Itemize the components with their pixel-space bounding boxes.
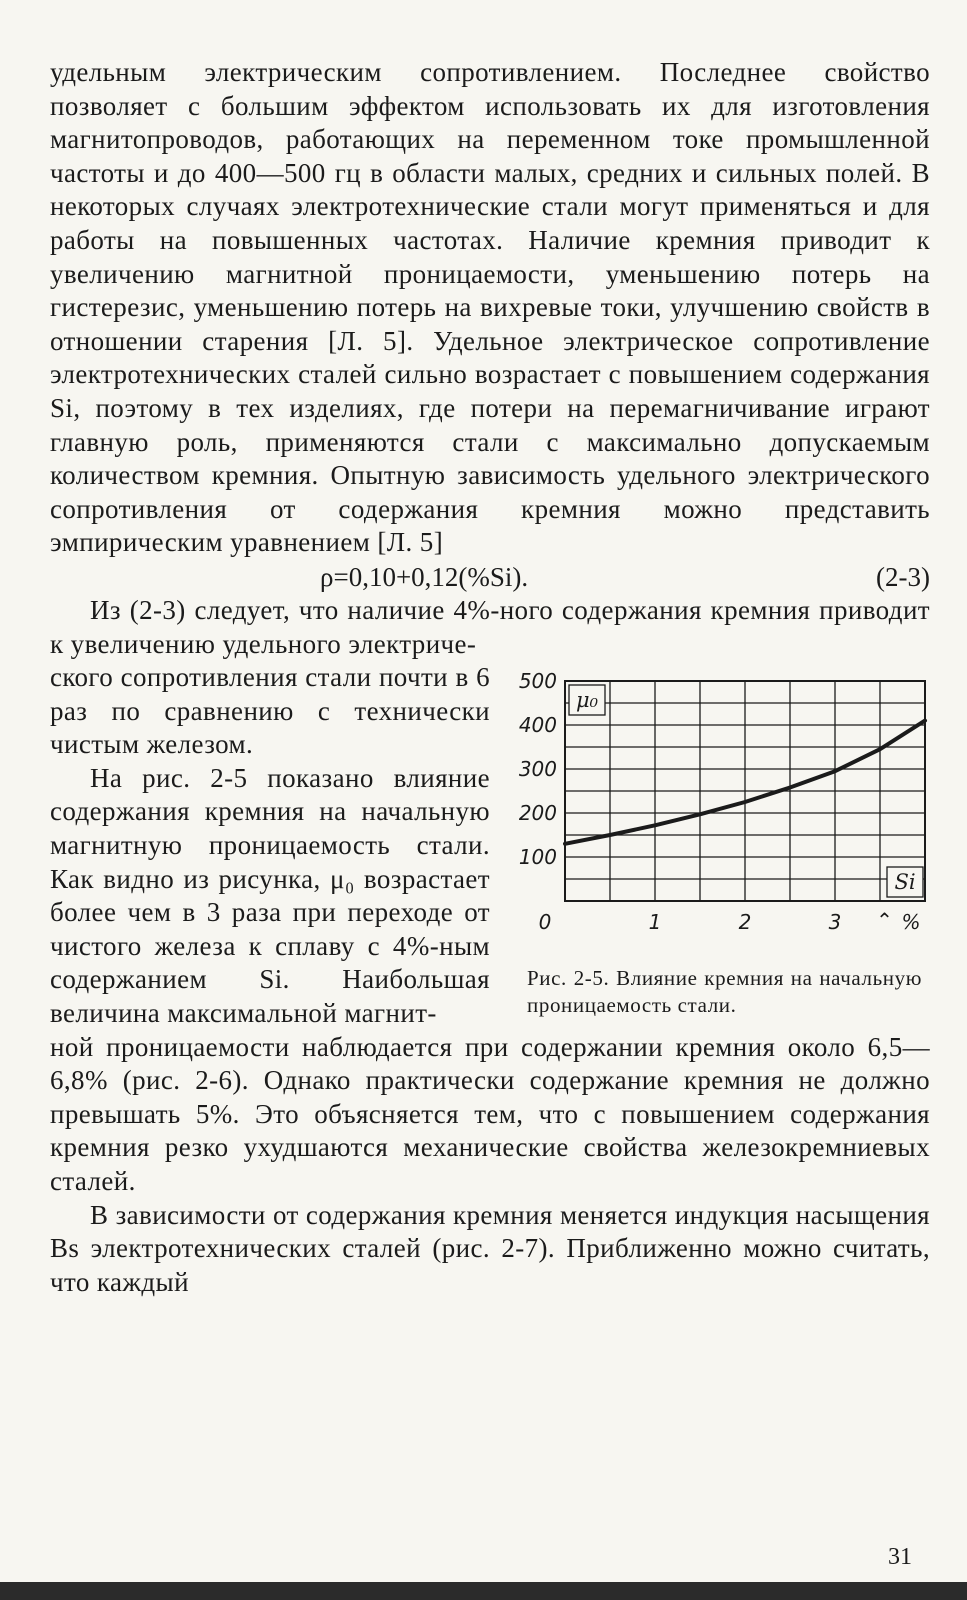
y-tick-label: 500 xyxy=(518,669,557,694)
x-tick-label: 0 xyxy=(538,910,552,935)
paragraph-3-wrap: На рис. 2-5 показано влияние содержания кремния на начальную магнитную проницаемость стали. Как видно из рисунка, μ₀ возрастает более чем в 3 раза при переходе от чистого железа к сплаву с 4%-ным содержанием Si. Наибольшая величина максимальной магнит- xyxy=(50,762,490,1029)
mu0-vs-silicon-chart xyxy=(515,667,930,957)
x-unit-label: % xyxy=(901,910,921,935)
x-tick-label: 3 xyxy=(828,910,842,935)
y-axis-label: μ₀ xyxy=(575,688,599,713)
page-number: 31 xyxy=(888,1544,912,1570)
y-tick-label: 200 xyxy=(518,801,557,826)
x-tick-label: 1 xyxy=(648,910,662,935)
x-tick-label: 2 xyxy=(738,910,752,935)
equation-number: (2-3) xyxy=(876,561,930,592)
y-tick-label: 300 xyxy=(518,757,557,782)
page-body xyxy=(50,56,930,1299)
scan-bottom-edge xyxy=(0,1582,967,1600)
paragraph-4: В зависимости от содержания кремния меняется индукция насыщения Bs электротехнических сталей (рис. 2-7). Приближенно можно считать, что каждый xyxy=(50,1199,930,1297)
y-tick-label: 100 xyxy=(518,845,557,870)
x-axis-label: Si xyxy=(894,870,916,895)
paragraph-2-full-width: Из (2-3) следует, что наличие 4%-ного содержания кремния приводит к увеличению удельного электриче- xyxy=(50,594,930,659)
wrapped-text-column xyxy=(50,661,490,1031)
x-unit-dash: ⌃ xyxy=(876,908,893,933)
figure-caption: Рис. 2-5. Влияние кремния на начальную проницаемость стали. xyxy=(527,966,922,1018)
wrap-section xyxy=(50,661,930,1031)
paragraph-1: удельным электрическим сопротивлением. Последнее свойство позволяет с большим эффектом использовать их для изготовления магнитопроводов, работающих на переменном токе промышленной частоты и до 400—500 гц в области малых, средних и сильных полей. В некоторых случаях электротехнические стали могут применяться и для работы на повышенных частотах. Наличие кремния приводит к увеличению магнитной проницаемости, уменьшению потерь на гистерезис, уменьшению потерь на вихревые токи, улучшению свойств в отношении старения [Л. 5]. Удельное электрическое сопротивление электротехнических сталей сильно возрастает с повышением содержания Si, поэтому в тех изделиях, где потери на перемагничивание играют главную роль, применяются стали с максимально допускаемым количеством кремния. Опытную зависимость удельного электрического сопротивления от содержания кремния можно представить эмпирическим уравнением [Л. 5] xyxy=(50,57,930,558)
figure-2-5 xyxy=(515,667,930,1019)
paragraph-3-rest: ной проницаемости наблюдается при содержании кремния около 6,5—6,8% (рис. 2-6). Однако практически содержание кремния не должно превышать 5%. Это объясняется тем, что с повышением содержания кремния резко ухудшаются механические свойства железокремниевых сталей. xyxy=(50,1031,930,1196)
equation-2-3 xyxy=(50,560,930,594)
y-tick-label: 400 xyxy=(518,713,557,738)
equation-formula: ρ=0,10+0,12(%Si). xyxy=(320,561,529,592)
paragraph-2-wrap: ского сопротивления стали почти в 6 раз по сравнению с технически чистым железом. xyxy=(50,662,490,760)
